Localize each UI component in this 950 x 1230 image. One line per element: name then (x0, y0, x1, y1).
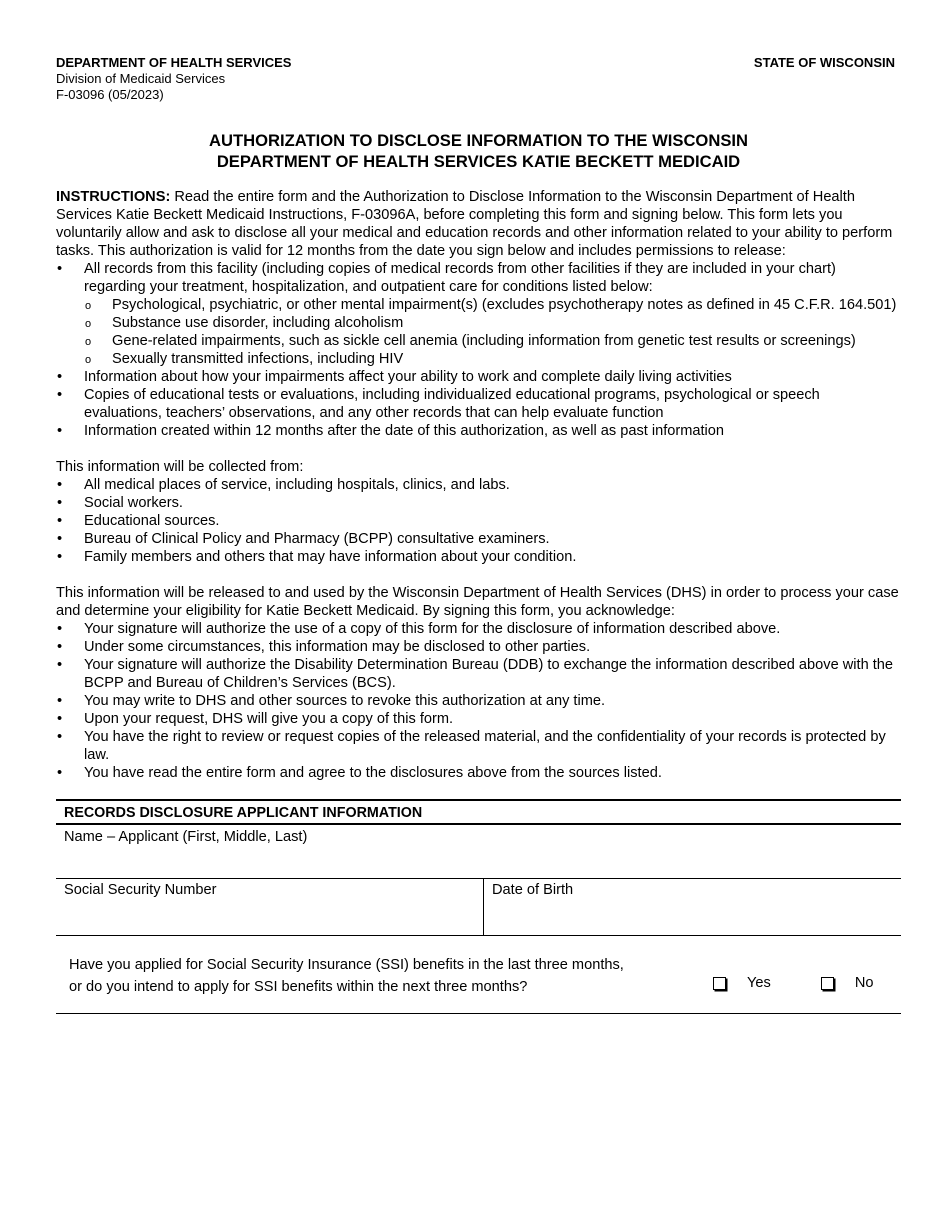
condition-item: o Sexually transmitted infections, including HIV (84, 350, 901, 368)
condition-item: o Substance use disorder, including alcoholism (84, 314, 901, 332)
department-name: DEPARTMENT OF HEALTH SERVICES (56, 55, 292, 70)
collected-item: • Social workers. (56, 494, 901, 512)
form-number: F-03096 (05/2023) (56, 87, 164, 102)
form-title (56, 130, 901, 172)
ssi-question-row (56, 936, 901, 1014)
form-page (56, 55, 901, 1014)
acknowledgement-item: • Your signature will authorize the use of a copy of this form for the disclosure of information described above. (56, 620, 901, 638)
ssi-question-line2: or do you intend to apply for SSI benefits within the next three months? (69, 979, 528, 995)
acknowledgement-item: • Upon your request, DHS will give you a copy of this form. (56, 710, 901, 728)
release-item (56, 260, 901, 368)
ssi-question-line1: Have you applied for Social Security Insurance (SSI) benefits in the last three months, (69, 957, 624, 973)
ssi-yes-option[interactable] (713, 974, 771, 992)
form-title-line2: DEPARTMENT OF HEALTH SERVICES KATIE BECKETT MEDICAID (216, 152, 741, 171)
acknowledgement-list (56, 620, 901, 782)
instructions-paragraph (56, 188, 901, 260)
acknowledgement-item: • Under some circumstances, this information may be disclosed to other parties. (56, 638, 901, 656)
condition-sublist (84, 296, 901, 368)
instructions-text: Read the entire form and the Authorization to Disclose Information to the Wisconsin Department of Health Services Katie Beckett Medicaid Instructions, F-03096A, before completing this form and signing below. This form lets you voluntarily allow and ask to disclose all your medical and education records and other information related to your ability to perform tasks. This authorization is valid for 12 months from the date you sign below and includes permissions to release: (56, 189, 893, 259)
header-left (56, 55, 291, 103)
state-name: STATE OF WISCONSIN (753, 55, 895, 70)
condition-item: o Psychological, psychiatric, or other mental impairment(s) (excludes psychotherapy notes as defined in 45 C.F.R. 164.501) (84, 296, 901, 314)
ssi-question (56, 954, 699, 1013)
collected-intro: This information will be collected from: (56, 459, 304, 475)
release-list (56, 260, 901, 440)
dob-field[interactable] (484, 879, 901, 935)
condition-item: o Gene-related impairments, such as sickle cell anemia (including information from genetic test results or screenings) (84, 332, 901, 350)
instructions-label: INSTRUCTIONS: (56, 189, 171, 205)
collected-item: • Bureau of Clinical Policy and Pharmacy (BCPP) consultative examiners. (56, 530, 901, 548)
applicant-name-label: Name – Applicant (First, Middle, Last) (64, 829, 308, 845)
ssn-label: Social Security Number (64, 882, 217, 898)
released-intro: This information will be released to and used by the Wisconsin Department of Health Services (DHS) in order to process your case and determine your eligibility for Katie Beckett Medicaid. By signing this form, you acknowledge: (56, 585, 899, 619)
collected-list (56, 476, 901, 566)
applicant-name-field[interactable] (56, 825, 901, 879)
dob-label: Date of Birth (492, 882, 574, 898)
ssn-field[interactable] (56, 879, 484, 935)
no-checkbox[interactable] (821, 977, 834, 990)
ssi-no-option[interactable] (821, 974, 874, 992)
ssn-dob-row (56, 879, 901, 936)
form-title-line1: AUTHORIZATION TO DISCLOSE INFORMATION TO THE WISCONSIN (209, 131, 748, 150)
release-item: • Copies of educational tests or evaluations, including individualized educational programs, psychological or speech evaluations, teachers’ observations, and any other records that can help evaluate function (56, 386, 901, 422)
no-label: No (854, 975, 874, 991)
yes-checkbox[interactable] (713, 977, 726, 990)
acknowledgement-item: • Your signature will authorize the Disability Determination Bureau (DDB) to exchange the information described above with the BCPP and Bureau of Children’s Services (BCS). (56, 656, 901, 692)
ssi-options (699, 954, 873, 1013)
collected-item: • Family members and others that may have information about your condition. (56, 548, 901, 566)
acknowledgement-item: • You may write to DHS and other sources to revoke this authorization at any time. (56, 692, 901, 710)
release-item: • Information created within 12 months after the date of this authorization, as well as past information (56, 422, 901, 440)
release-item-text: All records from this facility (including copies of medical records from other facilities if they are included in your chart) regarding your treatment, hospitalization, and outpatient care for conditions listed below: (84, 261, 836, 295)
collected-item: • Educational sources. (56, 512, 901, 530)
release-item: • Information about how your impairments affect your ability to work and complete daily living activities (56, 368, 901, 386)
acknowledgement-item: • You have read the entire form and agree to the disclosures above from the sources listed. (56, 764, 901, 782)
form-header (56, 55, 901, 103)
division-name: Division of Medicaid Services (56, 71, 226, 86)
applicant-section-heading: RECORDS DISCLOSURE APPLICANT INFORMATION (56, 799, 901, 825)
acknowledgement-item: • You have the right to review or request copies of the released material, and the confidentiality of your records is protected by law. (56, 728, 901, 764)
yes-label: Yes (747, 975, 771, 991)
collected-item: • All medical places of service, including hospitals, clinics, and labs. (56, 476, 901, 494)
